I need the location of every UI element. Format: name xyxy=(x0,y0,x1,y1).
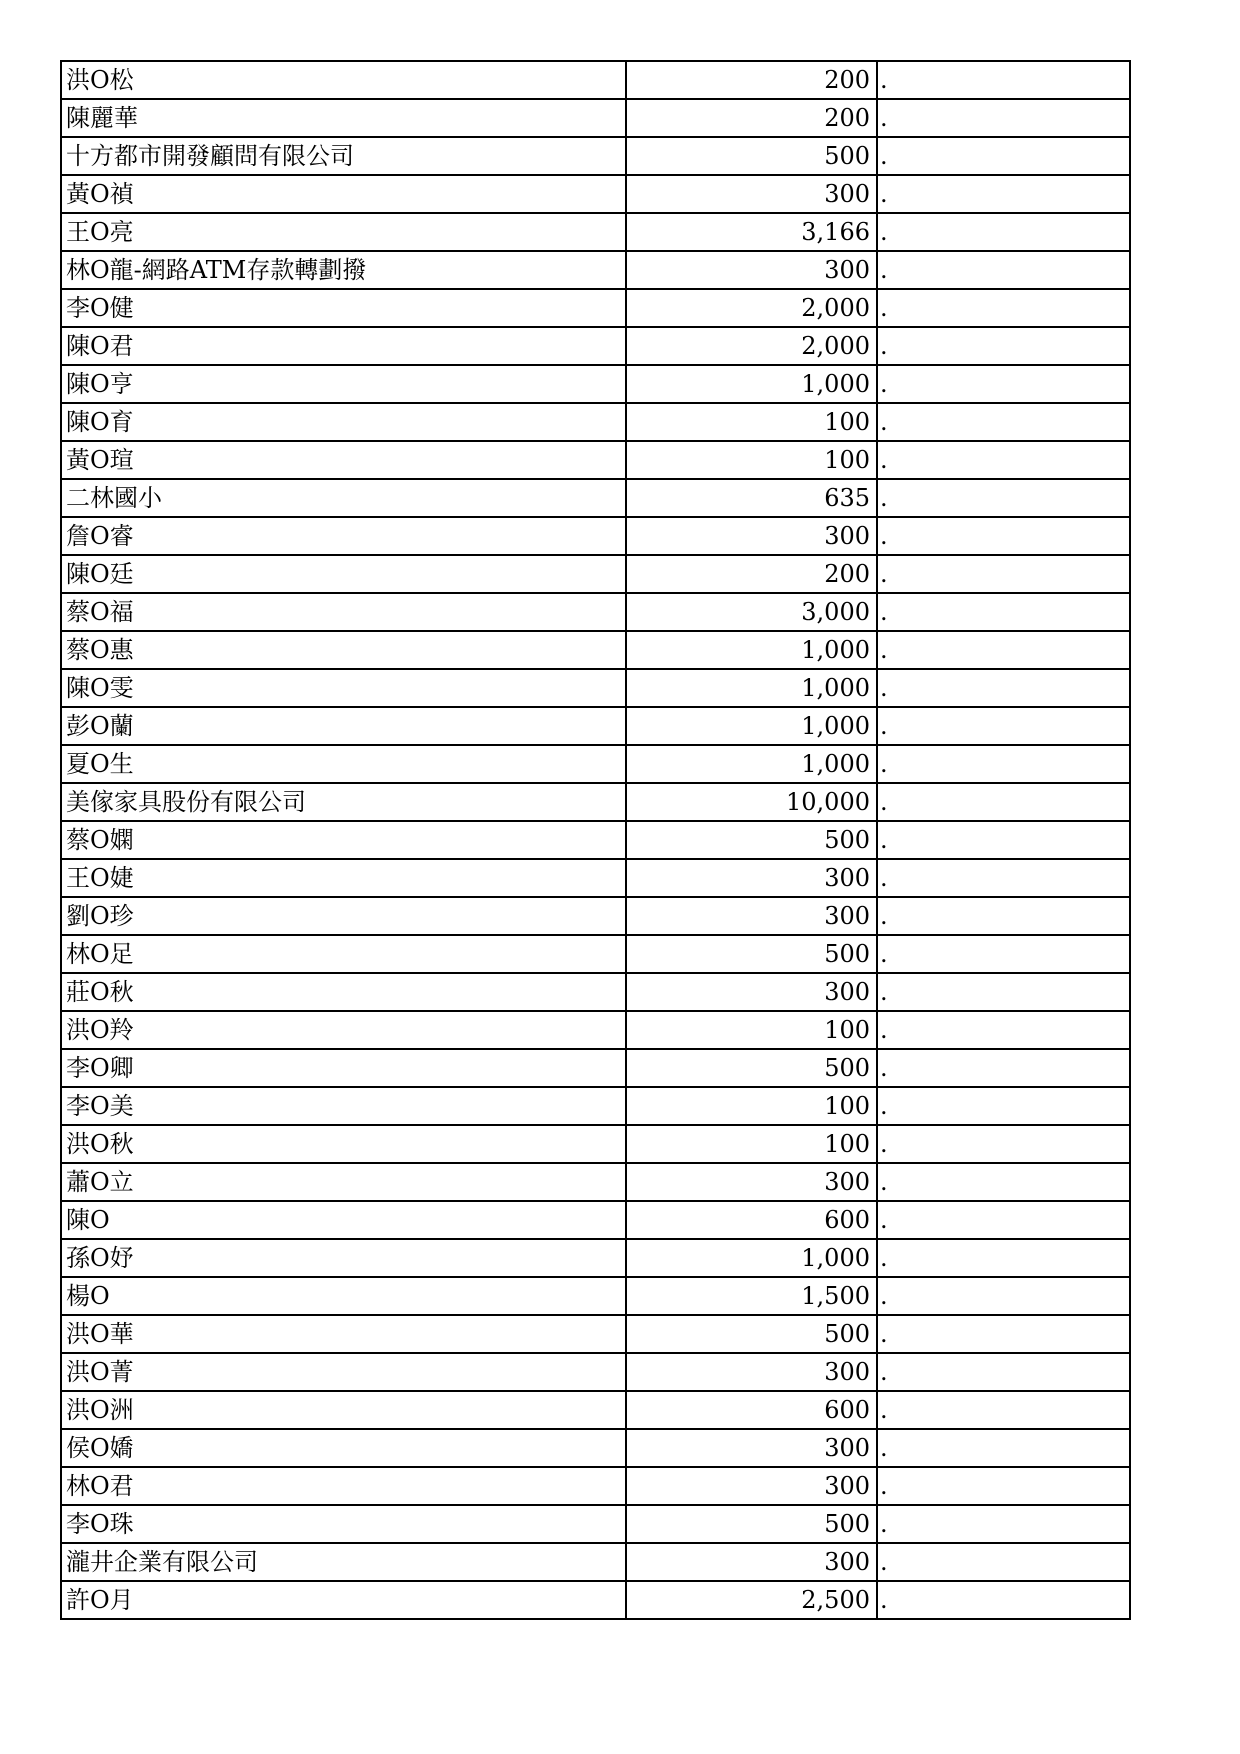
donation-amount-cell: 200 xyxy=(626,555,877,593)
donor-name-cell: 瀧井企業有限公司 xyxy=(61,1543,626,1581)
table-row xyxy=(61,745,1130,783)
donation-amount-cell: 600 xyxy=(626,1201,877,1239)
donation-amount-cell: 1,000 xyxy=(626,1239,877,1277)
table-row xyxy=(61,1543,1130,1581)
donor-name-cell: 黃O禎 xyxy=(61,175,626,213)
note-cell: . xyxy=(877,783,1130,821)
table-row xyxy=(61,1011,1130,1049)
donor-name-cell: 林O龍-網路ATM存款轉劃撥 xyxy=(61,251,626,289)
note-cell: . xyxy=(877,859,1130,897)
donation-table-body xyxy=(61,61,1130,1619)
table-row xyxy=(61,1505,1130,1543)
note-cell: . xyxy=(877,745,1130,783)
note-cell: . xyxy=(877,1125,1130,1163)
donation-amount-cell: 300 xyxy=(626,1543,877,1581)
note-cell: . xyxy=(877,213,1130,251)
note-cell: . xyxy=(877,479,1130,517)
note-cell: . xyxy=(877,517,1130,555)
donation-amount-cell: 500 xyxy=(626,1505,877,1543)
note-cell: . xyxy=(877,1391,1130,1429)
note-cell: . xyxy=(877,1505,1130,1543)
donor-name-cell: 洪O羚 xyxy=(61,1011,626,1049)
note-cell: . xyxy=(877,1277,1130,1315)
note-cell: . xyxy=(877,251,1130,289)
table-row xyxy=(61,365,1130,403)
note-cell: . xyxy=(877,555,1130,593)
donor-name-cell: 詹O睿 xyxy=(61,517,626,555)
donor-name-cell: 夏O生 xyxy=(61,745,626,783)
table-row xyxy=(61,1201,1130,1239)
table-row xyxy=(61,517,1130,555)
donor-name-cell: 洪O秋 xyxy=(61,1125,626,1163)
note-cell: . xyxy=(877,1239,1130,1277)
donor-name-cell: 美傢家具股份有限公司 xyxy=(61,783,626,821)
table-row xyxy=(61,593,1130,631)
table-row xyxy=(61,1353,1130,1391)
note-cell: . xyxy=(877,1011,1130,1049)
note-cell: . xyxy=(877,1087,1130,1125)
table-row xyxy=(61,251,1130,289)
donation-amount-cell: 100 xyxy=(626,441,877,479)
table-row xyxy=(61,897,1130,935)
note-cell: . xyxy=(877,175,1130,213)
donation-amount-cell: 300 xyxy=(626,1429,877,1467)
table-row xyxy=(61,327,1130,365)
donation-amount-cell: 300 xyxy=(626,1163,877,1201)
note-cell: . xyxy=(877,1467,1130,1505)
table-row xyxy=(61,859,1130,897)
table-row xyxy=(61,137,1130,175)
donor-name-cell: 黃O瑄 xyxy=(61,441,626,479)
donation-amount-cell: 10,000 xyxy=(626,783,877,821)
donation-amount-cell: 500 xyxy=(626,935,877,973)
table-row xyxy=(61,1087,1130,1125)
note-cell: . xyxy=(877,365,1130,403)
donor-name-cell: 李O卿 xyxy=(61,1049,626,1087)
donation-amount-cell: 600 xyxy=(626,1391,877,1429)
donor-name-cell: 陳麗華 xyxy=(61,99,626,137)
donor-name-cell: 洪O松 xyxy=(61,61,626,99)
donor-name-cell: 彭O蘭 xyxy=(61,707,626,745)
donor-name-cell: 林O君 xyxy=(61,1467,626,1505)
table-row xyxy=(61,935,1130,973)
donor-name-cell: 李O珠 xyxy=(61,1505,626,1543)
note-cell: . xyxy=(877,403,1130,441)
donation-amount-cell: 300 xyxy=(626,973,877,1011)
note-cell: . xyxy=(877,1315,1130,1353)
donor-name-cell: 陳O君 xyxy=(61,327,626,365)
donation-amount-cell: 300 xyxy=(626,1467,877,1505)
donation-amount-cell: 1,000 xyxy=(626,365,877,403)
donation-amount-cell: 300 xyxy=(626,175,877,213)
table-row xyxy=(61,1391,1130,1429)
note-cell: . xyxy=(877,593,1130,631)
donation-amount-cell: 500 xyxy=(626,137,877,175)
donation-amount-cell: 3,166 xyxy=(626,213,877,251)
table-row xyxy=(61,783,1130,821)
table-row xyxy=(61,821,1130,859)
donor-name-cell: 莊O秋 xyxy=(61,973,626,1011)
donor-name-cell: 洪O菁 xyxy=(61,1353,626,1391)
note-cell: . xyxy=(877,1163,1130,1201)
donor-name-cell: 蔡O惠 xyxy=(61,631,626,669)
note-cell: . xyxy=(877,973,1130,1011)
note-cell: . xyxy=(877,441,1130,479)
note-cell: . xyxy=(877,327,1130,365)
donation-amount-cell: 100 xyxy=(626,1087,877,1125)
donation-amount-cell: 635 xyxy=(626,479,877,517)
note-cell: . xyxy=(877,669,1130,707)
note-cell: . xyxy=(877,1201,1130,1239)
table-row xyxy=(61,1467,1130,1505)
donation-amount-cell: 500 xyxy=(626,1315,877,1353)
donor-name-cell: 洪O華 xyxy=(61,1315,626,1353)
donor-name-cell: 陳O育 xyxy=(61,403,626,441)
donor-name-cell: 李O健 xyxy=(61,289,626,327)
donation-amount-cell: 2,500 xyxy=(626,1581,877,1619)
table-row xyxy=(61,213,1130,251)
table-row xyxy=(61,707,1130,745)
donation-amount-cell: 100 xyxy=(626,1011,877,1049)
donation-amount-cell: 1,500 xyxy=(626,1277,877,1315)
donor-name-cell: 蔡O福 xyxy=(61,593,626,631)
note-cell: . xyxy=(877,935,1130,973)
table-row xyxy=(61,1163,1130,1201)
table-row xyxy=(61,973,1130,1011)
table-row xyxy=(61,175,1130,213)
donor-name-cell: 洪O洲 xyxy=(61,1391,626,1429)
note-cell: . xyxy=(877,1429,1130,1467)
note-cell: . xyxy=(877,707,1130,745)
table-row xyxy=(61,1049,1130,1087)
note-cell: . xyxy=(877,1049,1130,1087)
donation-amount-cell: 300 xyxy=(626,1353,877,1391)
donor-name-cell: 王O婕 xyxy=(61,859,626,897)
donor-name-cell: 許O月 xyxy=(61,1581,626,1619)
donor-name-cell: 李O美 xyxy=(61,1087,626,1125)
donor-name-cell: 侯O嬌 xyxy=(61,1429,626,1467)
note-cell: . xyxy=(877,99,1130,137)
donor-name-cell: 十方都市開發顧問有限公司 xyxy=(61,137,626,175)
donation-amount-cell: 1,000 xyxy=(626,631,877,669)
donor-name-cell: 蕭O立 xyxy=(61,1163,626,1201)
donor-name-cell: 陳O廷 xyxy=(61,555,626,593)
donation-amount-cell: 1,000 xyxy=(626,707,877,745)
note-cell: . xyxy=(877,1581,1130,1619)
donation-amount-cell: 2,000 xyxy=(626,327,877,365)
donor-name-cell: 林O足 xyxy=(61,935,626,973)
table-row xyxy=(61,479,1130,517)
table-row xyxy=(61,1429,1130,1467)
note-cell: . xyxy=(877,289,1130,327)
note-cell: . xyxy=(877,1353,1130,1391)
table-row xyxy=(61,61,1130,99)
note-cell: . xyxy=(877,821,1130,859)
table-row xyxy=(61,441,1130,479)
donor-name-cell: 楊O xyxy=(61,1277,626,1315)
donor-name-cell: 孫O妤 xyxy=(61,1239,626,1277)
donation-amount-cell: 100 xyxy=(626,403,877,441)
donor-name-cell: 王O亮 xyxy=(61,213,626,251)
note-cell: . xyxy=(877,631,1130,669)
donation-amount-cell: 300 xyxy=(626,251,877,289)
donor-name-cell: 陳O亨 xyxy=(61,365,626,403)
donation-amount-cell: 2,000 xyxy=(626,289,877,327)
table-row xyxy=(61,555,1130,593)
table-row xyxy=(61,1125,1130,1163)
table-row xyxy=(61,1315,1130,1353)
table-row xyxy=(61,631,1130,669)
donor-name-cell: 劉O珍 xyxy=(61,897,626,935)
donor-name-cell: 二林國小 xyxy=(61,479,626,517)
donation-amount-cell: 100 xyxy=(626,1125,877,1163)
donation-amount-cell: 1,000 xyxy=(626,745,877,783)
table-row xyxy=(61,1277,1130,1315)
table-row xyxy=(61,289,1130,327)
note-cell: . xyxy=(877,137,1130,175)
donation-amount-cell: 3,000 xyxy=(626,593,877,631)
donation-amount-cell: 500 xyxy=(626,1049,877,1087)
donation-amount-cell: 200 xyxy=(626,61,877,99)
donation-amount-cell: 200 xyxy=(626,99,877,137)
donation-amount-cell: 1,000 xyxy=(626,669,877,707)
donation-amount-cell: 300 xyxy=(626,859,877,897)
donation-table xyxy=(60,60,1131,1620)
donation-amount-cell: 300 xyxy=(626,897,877,935)
table-row xyxy=(61,669,1130,707)
donor-name-cell: 陳O雯 xyxy=(61,669,626,707)
donor-name-cell: 陳O xyxy=(61,1201,626,1239)
donation-amount-cell: 500 xyxy=(626,821,877,859)
table-row xyxy=(61,1581,1130,1619)
table-row xyxy=(61,1239,1130,1277)
table-row xyxy=(61,99,1130,137)
donor-name-cell: 蔡O嫻 xyxy=(61,821,626,859)
note-cell: . xyxy=(877,61,1130,99)
table-row xyxy=(61,403,1130,441)
note-cell: . xyxy=(877,897,1130,935)
note-cell: . xyxy=(877,1543,1130,1581)
donation-amount-cell: 300 xyxy=(626,517,877,555)
